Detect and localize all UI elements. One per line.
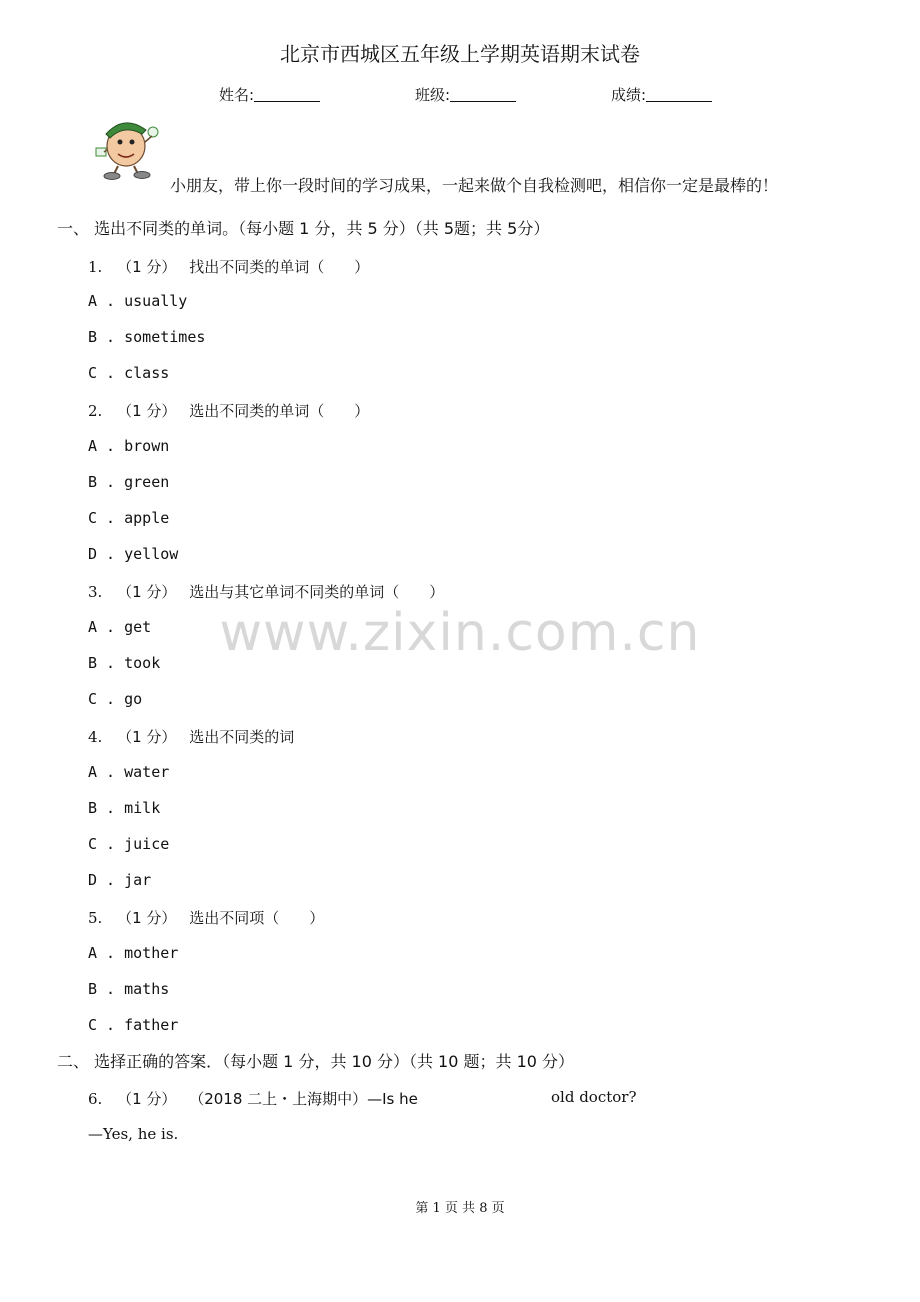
question-1 [88,256,369,277]
question-number: 6. [88,1090,103,1108]
question-score: （1 分） [117,1090,177,1108]
option-c[interactable]: C . go [88,690,143,708]
question-number: 1. [88,258,103,276]
option-c[interactable]: C . class [88,364,170,382]
option-b[interactable]: B . sometimes [88,328,206,346]
watermark: www.zixin.com.cn [219,603,701,663]
option-a[interactable]: A . get [88,618,152,636]
question-score: （1 分） [117,909,177,927]
question-number: 3. [88,583,103,601]
option-b[interactable]: B . milk [88,799,161,817]
intro-text: 小朋友，带上你一段时间的学习成果，一起来做个自我检测吧，相信你一定是最棒的！ [170,176,779,195]
question-score: （1 分） [117,728,177,746]
question-2 [88,400,369,421]
option-d[interactable]: D . yellow [88,545,179,563]
cartoon-boy-mascot-icon [90,112,168,182]
question-number: 5. [88,909,103,927]
class-field [415,84,516,105]
option-a[interactable]: A . water [88,763,170,781]
class-blank[interactable] [450,86,516,102]
question-4 [88,726,294,747]
class-label: 班级: [415,86,451,104]
question-score: （1 分） [117,258,177,276]
option-d[interactable]: D . jar [88,871,152,889]
question-3 [88,581,444,602]
score-label: 成绩: [611,86,647,104]
option-a[interactable]: A . brown [88,437,170,455]
question-text: 选出与其它单词不同类的单词（ ） [189,583,445,601]
option-b[interactable]: B . took [88,654,161,672]
question-score: （1 分） [117,402,177,420]
answer-line: —Yes, he is. [88,1125,179,1143]
option-c[interactable]: C . father [88,1016,179,1034]
name-field [219,84,320,105]
question-number: 4. [88,728,103,746]
option-a[interactable]: A . usually [88,292,188,310]
option-c[interactable]: C . apple [88,509,170,527]
option-b[interactable]: B . green [88,473,170,491]
section-heading-2: 二、 选择正确的答案．（每小题 1 分，共 10 分）（共 10 题；共 10 分） [57,1052,575,1071]
page-title: 北京市西城区五年级上学期英语期末试卷 [280,42,640,66]
question-text: 选出不同类的单词（ ） [189,402,370,420]
question-6 [88,1088,418,1109]
name-blank[interactable] [254,86,320,102]
question-5 [88,907,324,928]
question-text: 选出不同类的词 [189,728,295,746]
question-text: （2018 二上・上海期中）—Is he [189,1090,418,1108]
section-heading-1: 一、 选出不同类的单词。（每小题 1 分，共 5 分）（共 5题；共 5分） [57,219,550,238]
question-text-after-blank: old doctor? [551,1088,637,1106]
score-blank[interactable] [646,86,712,102]
name-label: 姓名: [219,86,255,104]
page-footer: 第 1 页 共 8 页 [415,1201,505,1216]
score-field [611,84,712,105]
option-b[interactable]: B . maths [88,980,170,998]
question-number: 2. [88,402,103,420]
option-a[interactable]: A . mother [88,944,179,962]
question-text: 找出不同类的单词（ ） [189,258,370,276]
question-text: 选出不同项（ ） [189,909,325,927]
option-c[interactable]: C . juice [88,835,170,853]
question-score: （1 分） [117,583,177,601]
